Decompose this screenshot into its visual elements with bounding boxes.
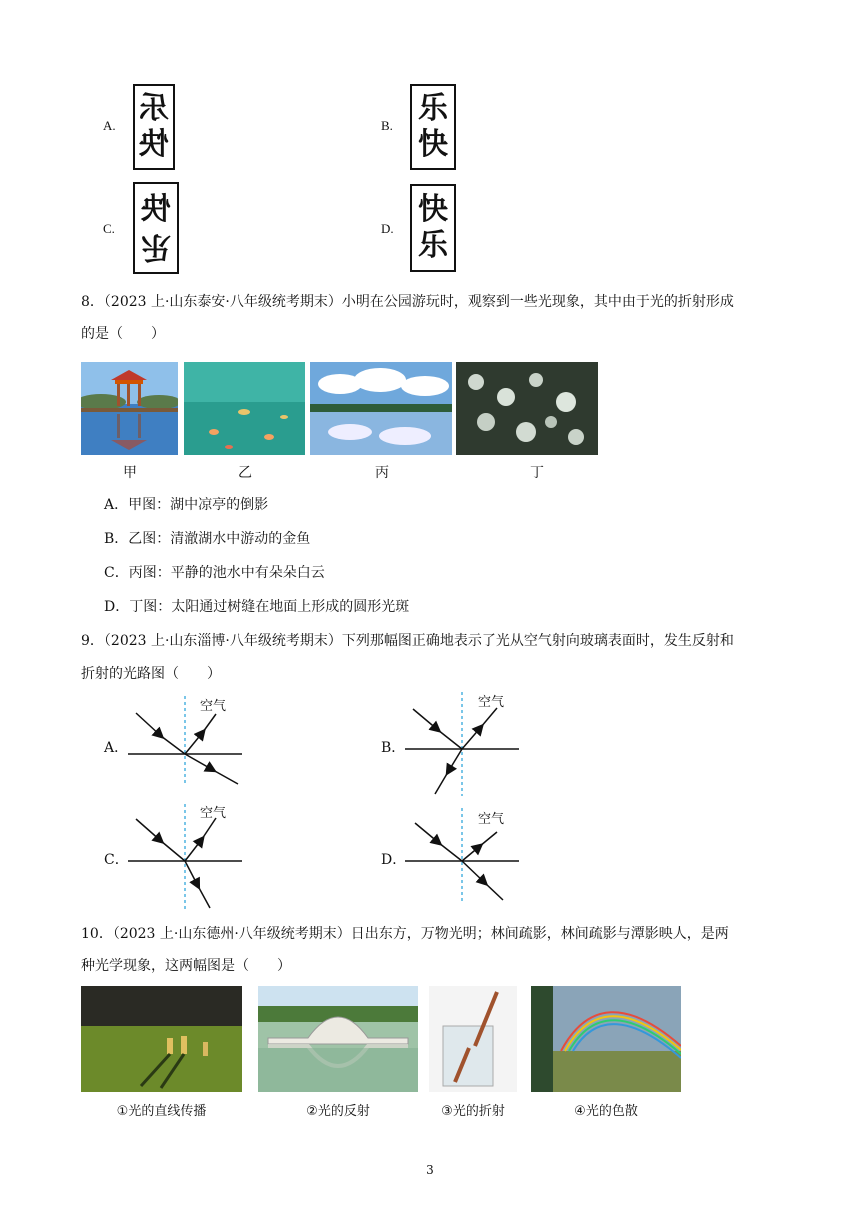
q10-caption-2: ②光的反射 [306,1104,370,1119]
q9-option-a-label: A． [104,740,129,756]
q8-caption-ding: 丁 [530,465,544,481]
q8-caption-jia: 甲 [123,465,137,481]
q8-option-a: A．甲图：湖中凉亭的倒影 [104,497,269,513]
q7-option-c-label: C. [103,221,115,236]
q7-b-char2: 快 [418,127,448,162]
q7-a-char1: 乐 [139,91,169,126]
q7-a-char2: 快 [139,127,169,162]
q7-option-a-sign [133,84,175,170]
q10-caption-3: ③光的折射 [441,1104,505,1119]
q9-option-c-label: C． [104,852,129,868]
q7-option-c-sign [133,182,179,274]
q7-c-char2: 乐 [141,229,171,264]
q7-c-char1: 快 [141,192,171,227]
q9-stem-line1: 9．（2023 上·山东淄博·八年级统考期末）下列那幅图正确地表示了光从空气射向玻璃表面时，发生反射和 [81,633,734,649]
q9-diagram-d [405,808,521,906]
q8-caption-yi: 乙 [238,465,252,481]
q7-option-b-label: B. [381,118,393,133]
q9-d-air-label: 空气 [478,812,505,827]
q8-image-light-spots [456,362,598,455]
q10-caption-1: ①光的直线传播 [116,1104,207,1119]
page-number: 3 [426,1163,434,1177]
q8-stem-line1: 8．（2023 上·山东泰安·八年级统考期末）小明在公园游玩时，观察到一些光现象，其中由于光的折射形成 [81,294,734,310]
q9-diagram-c [128,804,244,912]
q7-d-char2: 乐 [418,228,448,263]
q10-stem-line2: 种光学现象，这两幅图是（ ） [81,958,291,974]
q7-option-d-sign [410,184,456,272]
q9-option-d-label: D． [381,852,407,868]
q7-option-a-label: A. [103,118,116,133]
q7-option-b-sign [410,84,456,170]
q10-image-shadows [81,986,242,1092]
q9-option-b-label: B． [381,740,406,756]
q9-diagram-b [405,692,521,798]
q7-option-d-label: D. [381,221,394,236]
q9-a-air-label: 空气 [200,699,227,714]
q8-option-b: B．乙图：清澈湖水中游动的金鱼 [104,531,311,547]
q8-image-goldfish [184,362,305,455]
q8-image-clouds [310,362,452,455]
q10-caption-4: ④光的色散 [574,1104,638,1119]
q10-image-bridge [258,986,418,1092]
q9-diagram-a [128,696,244,790]
q8-option-c: C．丙图：平静的池水中有朵朵白云 [104,565,325,581]
q8-option-d: D．丁图：太阳通过树缝在地面上形成的圆形光斑 [104,599,410,615]
q9-b-air-label: 空气 [478,695,505,710]
q8-image-pavilion [81,362,178,455]
q10-image-rainbow [531,986,681,1092]
q10-stem-line1: 10．（2023 上·山东德州·八年级统考期末）日出东方，万物光明；林间疏影，林间疏影与潭影映人，是两 [81,926,729,942]
q9-stem-line2: 折射的光路图（ ） [81,666,221,682]
q10-image-glass-pencil [429,986,517,1092]
q7-d-char1: 快 [418,192,448,227]
q7-b-char1: 乐 [418,91,448,126]
q8-caption-bing: 丙 [375,465,389,481]
q8-stem-line2: 的是（ ） [81,326,165,342]
q9-c-air-label: 空气 [200,806,227,821]
